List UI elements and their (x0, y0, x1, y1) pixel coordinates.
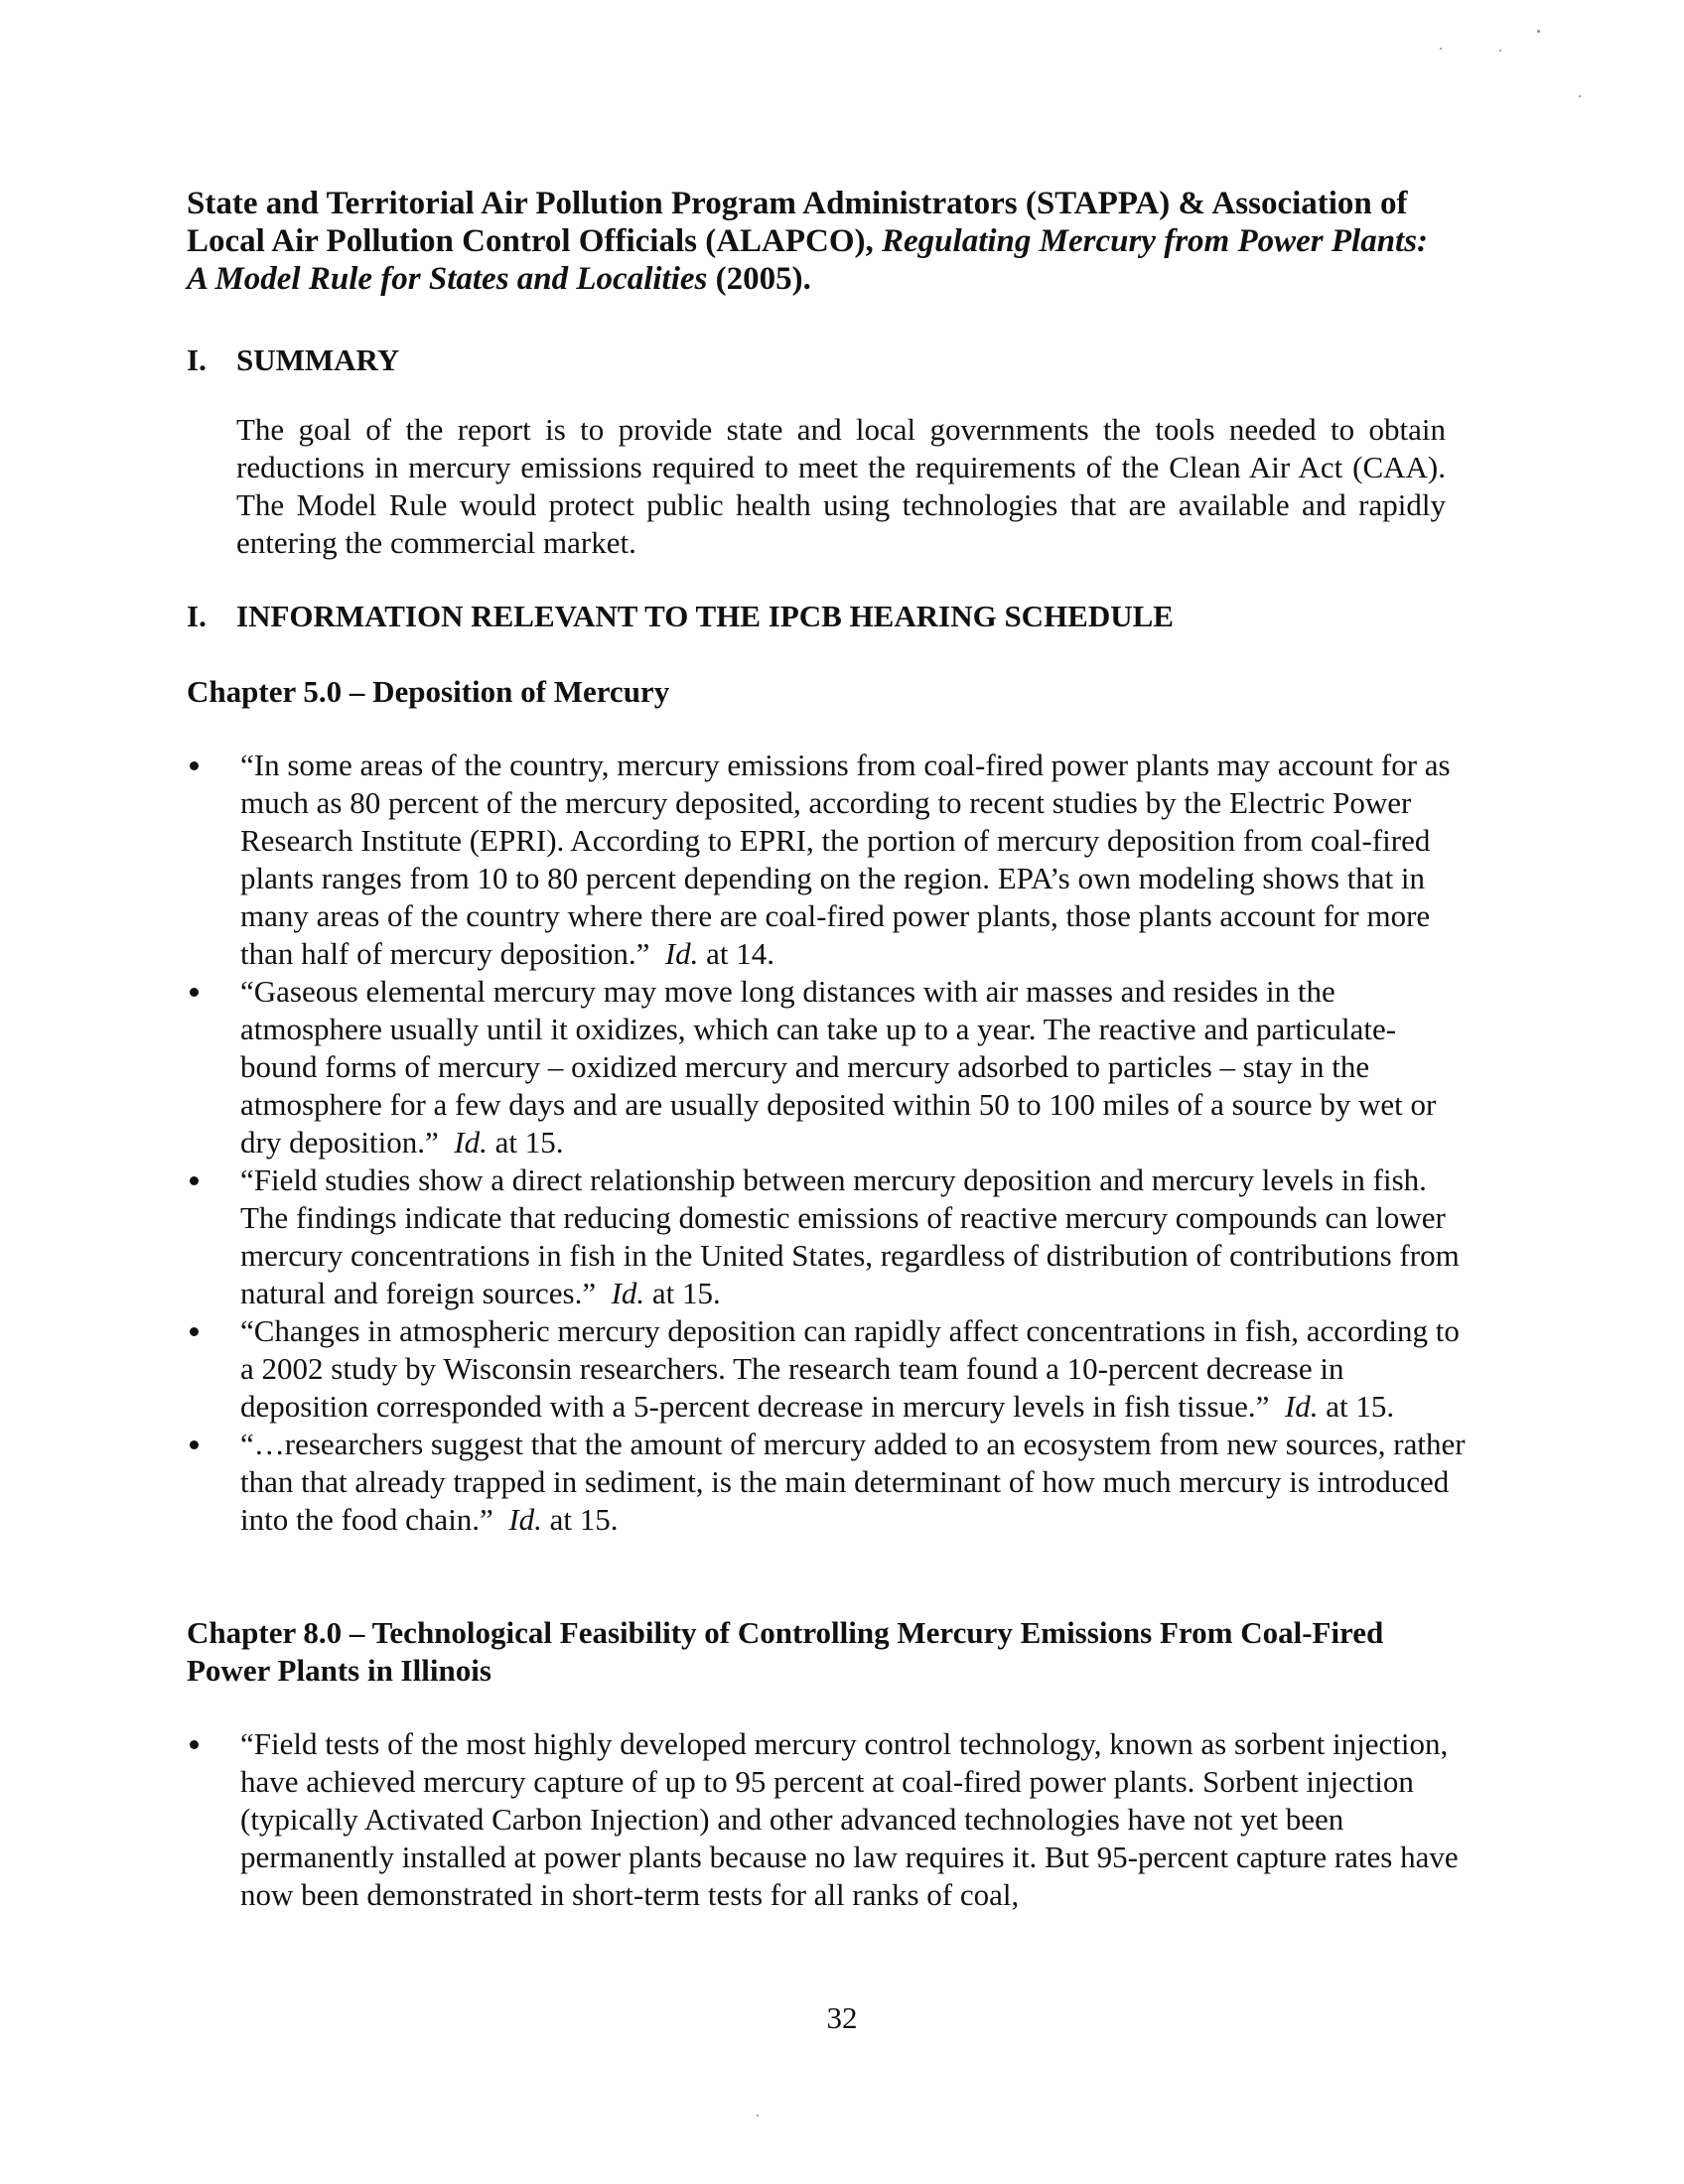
bullet-icon (190, 1327, 199, 1336)
chapter-8-heading: Chapter 8.0 – Technological Feasibility of Controlling Mercury Emissions From Coal-Fired Power Plants in Illinois (187, 1615, 1384, 1688)
summary-number: I. (187, 342, 207, 377)
bullet-icon (190, 1440, 199, 1449)
scan-speck (1440, 48, 1442, 50)
list-item (179, 1161, 1470, 1312)
title-work: Regulating Mercury from Power Plants: A Model Rule for States and Localities (187, 223, 1429, 297)
bullet-icon (190, 761, 199, 770)
bullet-cite-page: at 15. (494, 1125, 564, 1160)
summary-paragraph: The goal of the report is to provide state and local governments the tools needed to obtain reductions in mercury emissions required to meet the requirements of the Clean Air Act (CAA). The Model Rule would protect public health using technologies that are available and rapidly entering the commercial market. (236, 412, 1446, 560)
scan-speck (1537, 30, 1540, 33)
scan-speck (757, 2115, 759, 2116)
bullet-cite-page: at 14. (706, 936, 775, 971)
bullet-cite-id: Id. (611, 1276, 645, 1310)
list-item (179, 1725, 1470, 1914)
chapter-5-bullet-list (179, 747, 1470, 1539)
bullet-cite-page: at 15. (549, 1502, 619, 1537)
bullet-icon (190, 1176, 199, 1185)
bullet-cite-id: Id. (454, 1125, 488, 1160)
list-item (179, 973, 1470, 1161)
title-year: (2005). (715, 261, 811, 297)
information-heading (187, 598, 1174, 635)
bullet-cite-id: Id. (508, 1502, 542, 1537)
list-item (179, 747, 1470, 973)
bullet-quote: “In some areas of the country, mercury emissions from coal-fired power plants may account for as much as 80 percent of the mercury deposited, according to recent studies by the Electric Power Research Institute (EPRI). According to EPRI, the portion of mercury deposition from coal-fired plants ranges from 10 to 80 percent depending on the region. EPA’s own modeling shows that in many areas of the country where there are coal-fired power plants, those plants account for more than half of mercury deposition.” (240, 748, 1451, 971)
bullet-cite-id: Id. (1284, 1389, 1319, 1424)
page-number: 32 (826, 2000, 858, 2035)
bullet-quote: “Field tests of the most highly developed mercury control technology, known as sorbent injection, have achieved mercury capture of up to 95 percent at coal-fired power plants. Sorbent injection (typically Activated Carbon Injection) and other advanced technologies have not yet been permanently installed at power plants because no law requires it. But 95-percent capture rates have now been demonstrated in short-term tests for all ranks of coal, (240, 1726, 1459, 1912)
scan-speck (1579, 95, 1581, 97)
bullet-icon (190, 988, 199, 997)
summary-heading (187, 341, 399, 379)
list-item (179, 1312, 1470, 1426)
bullet-cite-page: at 15. (651, 1276, 721, 1310)
citation-title (187, 185, 1448, 298)
title-authors: State and Territorial Air Pollution Program Administrators (STAPPA) & Association of Local Air Pollution Control Officials (ALAPCO), (187, 186, 1408, 259)
information-title: INFORMATION RELEVANT TO THE IPCB HEARING SCHEDULE (236, 599, 1174, 633)
chapter-5-heading: Chapter 5.0 – Deposition of Mercury (187, 674, 670, 709)
information-number: I. (187, 599, 207, 633)
bullet-cite-id: Id. (664, 936, 699, 971)
chapter-8-bullet-list (179, 1725, 1470, 1914)
bullet-quote: “…researchers suggest that the amount of mercury added to an ecosystem from new sources, rather than that already trapped in sediment, is the main determinant of how much mercury is introduced into the food chain.” (240, 1427, 1466, 1537)
bullet-icon (190, 1740, 199, 1749)
scan-speck (1499, 50, 1501, 52)
bullet-quote: “Changes in atmospheric mercury deposition can rapidly affect concentrations in fish, according to a 2002 study by Wisconsin researchers. The research team found a 10-percent decrease in deposition corresponded with a 5-percent decrease in mercury levels in fish tissue.” (240, 1313, 1460, 1424)
list-item (179, 1426, 1470, 1539)
summary-title: SUMMARY (236, 342, 400, 377)
bullet-cite-page: at 15. (1326, 1389, 1395, 1424)
bullet-quote: “Field studies show a direct relationship between mercury deposition and mercury levels in fish. The findings indicate that reducing domestic emissions of reactive mercury compounds can lower mercury concentrations in fish in the United States, regardless of distribution of contributions from natural and foreign sources.” (240, 1162, 1460, 1310)
bullet-quote: “Gaseous elemental mercury may move long distances with air masses and resides in the atmosphere usually until it oxidizes, which can take up to a year. The reactive and particulate-bound forms of mercury – oxidized mercury and mercury adsorbed to particles – stay in the atmosphere for a few days and are usually deposited within 50 to 100 miles of a source by wet or dry deposition.” (240, 974, 1437, 1160)
